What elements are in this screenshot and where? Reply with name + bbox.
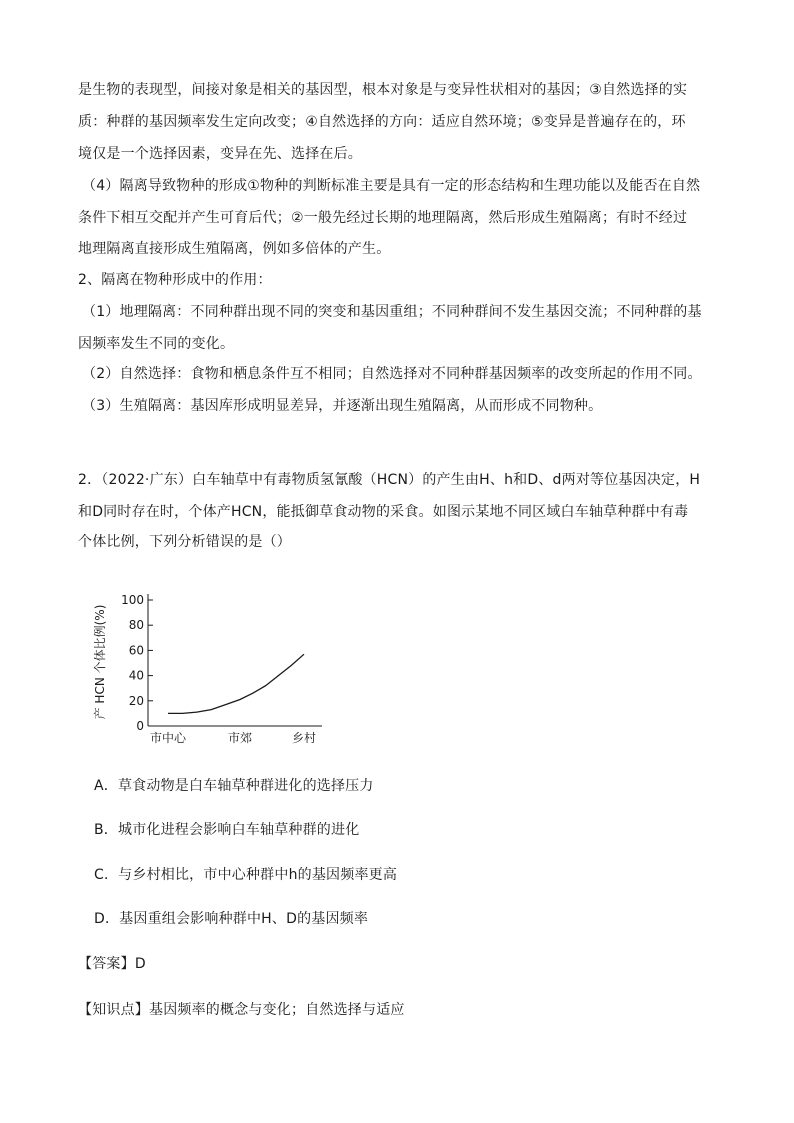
- paragraph-line: （2）自然选择：食物和栖息条件互不相同；自然选择对不同种群基因频率的改变所起的作用不同。: [82, 366, 702, 382]
- option-a: A．草食动物是白车轴草种群进化的选择压力: [94, 778, 374, 794]
- question-stem: 和D同时存在时，个体产HCN，能抵御草食动物的采食。如图示某地不同区域白车轴草种群中有毒: [78, 504, 689, 520]
- hcn-proportion-curve: [168, 654, 304, 713]
- knowledge-line: [78, 1000, 728, 1020]
- option-c: C．与乡村相比，市中心种群中h的基因频率更高: [94, 867, 398, 883]
- y-tick-label: 100: [121, 593, 144, 607]
- y-tick-label: 80: [128, 618, 144, 633]
- paragraph-line: 质：种群的基因频率发生定向改变；④自然选择的方向：适应自然环境；⑤变异是普遍存在的，环: [78, 114, 686, 130]
- option-d: D．基因重组会影响种群中H、D的基因频率: [94, 911, 369, 927]
- x-tick-label: 乡村: [291, 731, 317, 745]
- y-tick-label: 20: [128, 693, 144, 708]
- answer-line: [78, 954, 728, 974]
- paragraph-line: 地理隔离直接形成生殖隔离，例如多倍体的产生。: [78, 241, 391, 257]
- knowledge-label: 【知识点】: [78, 1002, 149, 1018]
- question-stem: 2．（2022·广东）白车轴草中有毒物质氢氰酸（HCN）的产生由H、h和D、d两对等位基因决定，H: [78, 472, 701, 488]
- y-tick-label: 60: [128, 643, 144, 658]
- paragraph-line: （4）隔离导致物种的形成①物种的判断标准主要是具有一定的形态结构和生理功能以及能否在自然: [82, 178, 701, 194]
- paragraph-line: （1）地理隔离：不同种群出现不同的突变和基因重组；不同种群间不发生基因交流；不同种群的基: [82, 304, 702, 320]
- question-stem: 个体比例，下列分析错误的是（）: [78, 534, 291, 550]
- x-tick-label: 市郊: [227, 731, 253, 745]
- paragraph-line: 境仅是一个选择因素，变异在先、选择在后。: [78, 146, 362, 162]
- option-b: B．城市化进程会影响白车轴草种群的进化: [94, 822, 360, 838]
- y-tick-label: 0: [136, 719, 144, 733]
- x-tick-label: 市中心: [149, 731, 187, 745]
- section-heading: 2、隔离在物种形成中的作用：: [78, 272, 272, 288]
- hcn-line-chart: [90, 586, 330, 746]
- knowledge-value: 基因频率的概念与变化；自然选择与适应: [149, 1002, 405, 1018]
- chart-svg: [90, 586, 330, 746]
- y-tick-label: 40: [128, 668, 144, 683]
- paragraph-line: 因频率发生不同的变化。: [78, 336, 235, 352]
- y-axis-label: 产 HCN 个体比例(%): [93, 604, 107, 720]
- paragraph-line: 条件下相互交配并产生可育后代；②一般先经过长期的地理隔离，然后形成生殖隔离；有时不经过: [78, 210, 688, 226]
- answer-label: 【答案】: [78, 956, 135, 972]
- paragraph-line: 是生物的表现型，间接对象是相关的基因型，根本对象是与变异性状相对的基因；③自然选择的实: [78, 82, 688, 98]
- answer-value: D: [134, 956, 146, 972]
- paragraph-line: （3）生殖隔离：基因库形成明显差异，并逐渐出现生殖隔离，从而形成不同物种。: [82, 398, 603, 414]
